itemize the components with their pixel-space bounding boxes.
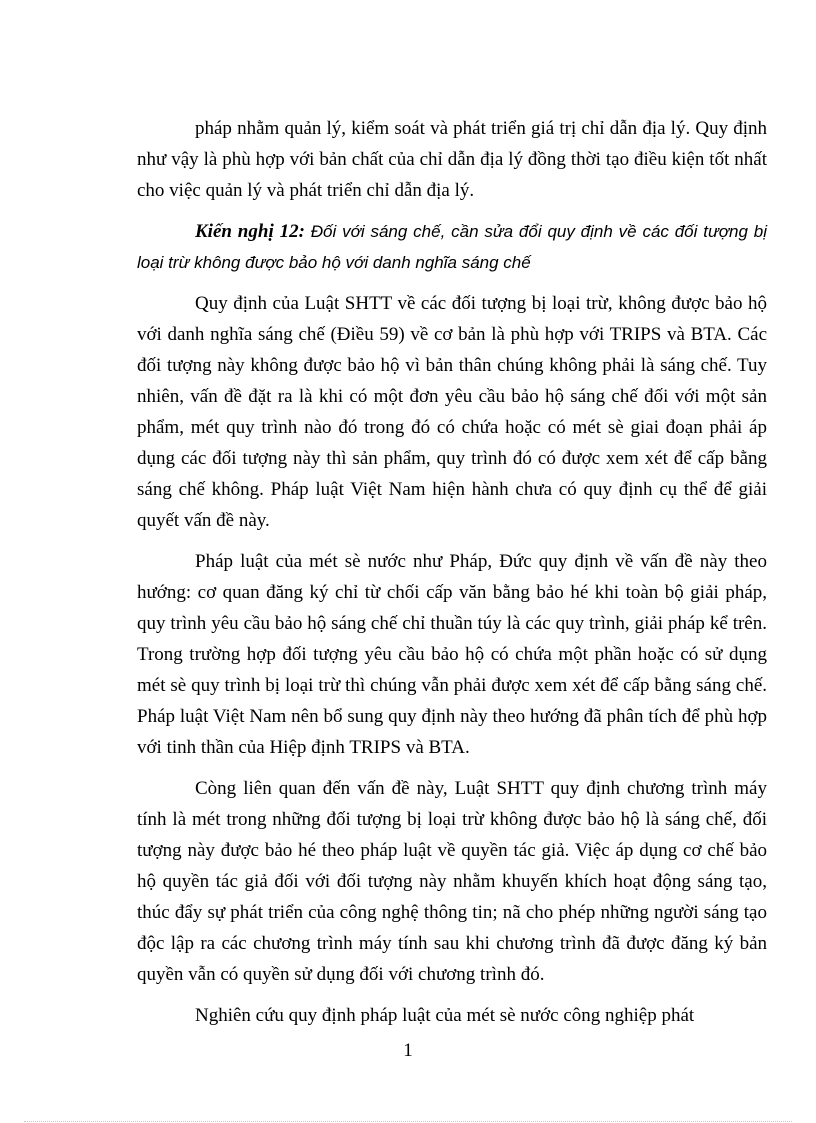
paragraph-excluded-subjects: Quy định của Luật SHTT về các đối tượng bị loại trừ, không được bảo hộ với danh nghĩa sáng chế (Điều 59) về cơ bản là phù hợp với TRIPS và BTA. Các đối tượng này không được bảo hộ vì bản thân chúng không phải là sáng chế. Tuy nhiên, vấn đề đặt ra là khi có một đơn yêu cầu bảo hộ sáng chế đối với một sản phẩm, mét quy trình nào đó trong đó có chứa hoặc có mét sè giai đoạn phải áp dụng các đối tượng này thì sản phẩm, quy trình đó có được xem xét để cấp bằng sáng chế không. Pháp luật Việt Nam hiện hành chưa có quy định cụ thể để giải quyết vấn đề này.	[137, 293, 767, 531]
document-body	[137, 113, 767, 1031]
paragraph-computer-programs: Còng liên quan đến vấn đề này, Luật SHTT quy định chương trình máy tính là mét trong những đối tượng bị loại trừ không được bảo hộ là sáng chế, đối tượng này được bảo hé theo pháp luật về quyền tác giả. Việc áp dụng cơ chế bảo hộ quyền tác giả đối với đối tượng này nhằm khuyến khích hoạt động sáng tạo, thúc đẩy sự phát triển của công nghệ thông tin; nã cho phép những người sáng tạo độc lập ra các chương trình máy tính sau khi chương trình đã được đăng ký bản quyền vẫn có quyền sử dụng đối với chương trình đó.	[137, 778, 767, 985]
recommendation-text: Đối với sáng chế, cần sửa đổi quy định về các đối tượng bị loại trừ không được bảo hộ với danh nghĩa sáng chế	[137, 222, 767, 272]
recommendation-label: Kiến nghị 12:	[195, 221, 305, 242]
recommendation-12	[137, 216, 767, 278]
paragraph-foreign-law: Pháp luật của mét sè nước như Pháp, Đức quy định về vấn đề này theo hướng: cơ quan đăng ký chỉ từ chối cấp văn bằng bảo hé khi toàn bộ giải pháp, quy trình yêu cầu bảo hộ sáng chế chỉ thuần túy là các quy trình, giải pháp kể trên. Trong trường hợp đối tượng yêu cầu bảo hộ có chứa một phần hoặc có sử dụng mét sè quy trình bị loại trừ thì chúng vẫn phải được xem xét để cấp bằng sáng chế. Pháp luật Việt Nam nên bổ sung quy định này theo hướng đã phân tích để phù hợp với tinh thần của Hiệp định TRIPS và BTA.	[137, 551, 767, 758]
paragraph-research: Nghiên cứu quy định pháp luật của mét sè nước công nghiệp phát	[195, 1005, 695, 1026]
page-number: 1	[403, 1040, 413, 1061]
page-bottom-divider	[24, 1121, 792, 1122]
paragraph-geographical-indication: pháp nhằm quản lý, kiểm soát và phát triển giá trị chỉ dẫn địa lý. Quy định như vậy là phù hợp với bản chất của chỉ dẫn địa lý đồng thời tạo điều kiện tốt nhất cho việc quản lý và phát triển chỉ dẫn địa lý.	[137, 118, 767, 201]
